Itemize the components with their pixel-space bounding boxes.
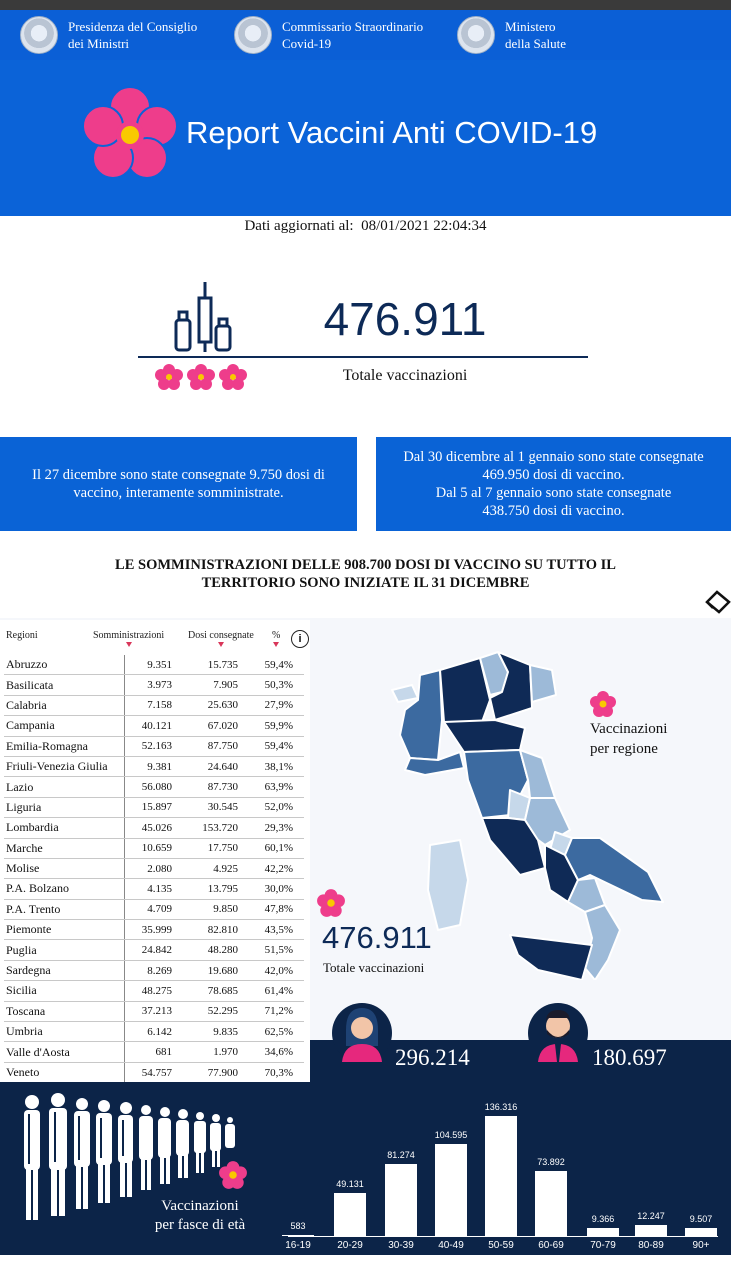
- cell-doses: 13.795: [207, 882, 238, 895]
- region-calabria: [585, 905, 620, 980]
- institution-commissario: [234, 10, 423, 60]
- cell-admin: 48.275: [141, 984, 172, 997]
- table-row[interactable]: [4, 798, 304, 818]
- age-flower-icon: [218, 1160, 248, 1190]
- cell-doses: 67.020: [207, 719, 238, 732]
- cell-doses: 48.280: [207, 944, 238, 957]
- age-bar[interactable]: [635, 1225, 667, 1236]
- col-header-doses[interactable]: [188, 630, 254, 647]
- cell-admin: 7.158: [147, 699, 172, 712]
- age-bar[interactable]: [587, 1228, 619, 1236]
- cell-admin: 2.080: [147, 862, 172, 875]
- info-icon[interactable]: i: [291, 630, 309, 648]
- col-header-admin-text: Somministrazioni: [93, 630, 165, 641]
- age-bar-value: 73.892: [537, 1156, 565, 1167]
- region-emilia: [444, 720, 525, 752]
- cell-doses: 30.545: [207, 801, 238, 814]
- table-row[interactable]: [4, 900, 304, 920]
- cell-pct: 63,9%: [264, 781, 293, 794]
- col-header-admin[interactable]: [93, 630, 164, 647]
- cell-region: Molise: [4, 859, 125, 878]
- table-row[interactable]: [4, 1022, 304, 1042]
- top-bar: [0, 0, 731, 10]
- cell-admin: 9.351: [147, 658, 172, 671]
- eraser-icon[interactable]: [703, 588, 731, 614]
- age-bar-label: 40-49: [438, 1240, 464, 1251]
- age-label: [150, 1197, 250, 1235]
- emblem-icon: [457, 16, 495, 54]
- age-label-line2: per fasce di età: [154, 1217, 246, 1233]
- cell-doses: 25.630: [207, 699, 238, 712]
- cell-region: Lazio: [4, 777, 125, 796]
- table-row[interactable]: [4, 655, 304, 675]
- age-bar-value: 12.247: [637, 1211, 665, 1222]
- map-label-line2: per regione: [590, 741, 658, 757]
- cell-doses: 15.735: [207, 658, 238, 671]
- headline-line1: LE SOMMINISTRAZIONI DELLE 908.700 DOSI DI VACCINO SU TUTTO IL: [115, 557, 616, 573]
- region-piemonte: [400, 670, 442, 760]
- age-bar-label: 30-39: [388, 1240, 414, 1251]
- cell-pct: 29,3%: [264, 821, 293, 834]
- inst3-line1: Ministero: [505, 19, 556, 34]
- table-row[interactable]: [4, 777, 304, 797]
- emblem-icon: [20, 16, 58, 54]
- cell-pct: 62,5%: [264, 1025, 293, 1038]
- table-row[interactable]: [4, 675, 304, 695]
- cell-pct: 27,9%: [264, 699, 293, 712]
- sort-icon[interactable]: [218, 642, 224, 647]
- cell-region: Campania: [4, 716, 125, 735]
- cell-region: Veneto: [4, 1063, 125, 1082]
- age-bar-value: 136.316: [484, 1102, 518, 1112]
- table-row[interactable]: [4, 716, 304, 736]
- cell-admin: 45.026: [141, 821, 172, 834]
- age-bar-label: 80-89: [638, 1240, 664, 1251]
- cell-admin: 40.121: [141, 719, 172, 732]
- cell-pct: 59,4%: [264, 658, 293, 671]
- table-row[interactable]: [4, 1042, 304, 1062]
- cell-doses: 24.640: [207, 760, 238, 773]
- cell-region: Piemonte: [4, 920, 125, 939]
- age-bar-value: 104.595: [434, 1129, 468, 1140]
- cell-doses: 17.750: [207, 842, 238, 855]
- delivery-right-line1: Dal 30 dicembre al 1 gennaio sono state consegnate: [403, 449, 704, 465]
- age-bar-label: 70-79: [590, 1240, 616, 1251]
- total-flower-icon: [316, 888, 346, 918]
- table-row[interactable]: [4, 818, 304, 838]
- region-friuli: [530, 665, 556, 702]
- cell-doses: 9.835: [213, 1025, 238, 1038]
- age-bar[interactable]: [334, 1193, 366, 1236]
- cell-admin: 10.659: [141, 842, 172, 855]
- inst2-line2: Covid-19: [282, 36, 332, 51]
- cell-region: Calabria: [4, 696, 125, 715]
- cell-doses: 52.295: [207, 1005, 238, 1018]
- age-axis: [288, 1236, 718, 1237]
- primula-flower-icon: [80, 85, 180, 185]
- map-flower-icon: [589, 690, 617, 718]
- table-row[interactable]: [4, 1002, 304, 1022]
- cell-doses: 82.810: [207, 923, 238, 936]
- cell-region: Lombardia: [4, 818, 125, 837]
- cell-doses: 4.925: [213, 862, 238, 875]
- divider: [138, 356, 588, 358]
- age-bar[interactable]: [435, 1144, 467, 1236]
- cell-pct: 51,5%: [264, 944, 293, 957]
- table-row[interactable]: [4, 940, 304, 960]
- cell-region: Marche: [4, 839, 125, 858]
- female-avatar-icon: [332, 1000, 392, 1066]
- region-sicilia: [510, 935, 592, 980]
- cell-doses: 9.850: [213, 903, 238, 916]
- headline-line2: TERRITORIO SONO INIZIATE IL 31 DICEMBRE: [201, 575, 530, 591]
- cell-pct: 61,4%: [264, 984, 293, 997]
- cell-region: P.A. Bolzano: [4, 879, 125, 898]
- cell-pct: 42,0%: [264, 964, 293, 977]
- cell-admin: 56.080: [141, 781, 172, 794]
- sort-icon[interactable]: [273, 642, 279, 647]
- region-sardegna: [428, 840, 468, 930]
- total-vaccinations-label: Totale vaccinazioni: [342, 367, 468, 384]
- table-row[interactable]: [4, 961, 304, 981]
- age-bar-label: 60-69: [538, 1240, 564, 1251]
- cell-pct: 52,0%: [264, 801, 293, 814]
- table-row[interactable]: [4, 696, 304, 716]
- inst1-line2: dei Ministri: [68, 36, 130, 51]
- table-row[interactable]: [4, 981, 304, 1001]
- vaccine-vials-icon: [170, 280, 240, 355]
- male-avatar-icon: [528, 1000, 588, 1066]
- inst1-line1: Presidenza del Consiglio: [68, 19, 198, 34]
- table-row[interactable]: [4, 859, 304, 879]
- cell-region: Toscana: [4, 1002, 125, 1021]
- map-total-label: Totale vaccinazioni: [323, 960, 425, 975]
- cell-pct: 30,0%: [264, 882, 293, 895]
- cell-doses: 153.720: [202, 821, 238, 834]
- age-bar-label: 16-19: [285, 1240, 311, 1251]
- cell-region: Sardegna: [4, 961, 125, 980]
- cell-region: Basilicata: [4, 675, 125, 694]
- cell-doses: 78.685: [207, 984, 238, 997]
- table-row[interactable]: [4, 920, 304, 940]
- section-headline: [60, 556, 671, 592]
- cell-admin: 6.142: [147, 1025, 172, 1038]
- cell-region: Umbria: [4, 1022, 125, 1041]
- age-bar-value: 583: [290, 1221, 306, 1231]
- cell-admin: 4.135: [147, 882, 172, 895]
- age-bar-label: 50-59: [488, 1240, 514, 1251]
- cell-region: Emilia-Romagna: [4, 737, 125, 756]
- delivery-info-left: [0, 437, 357, 531]
- emblem-icon: [234, 16, 272, 54]
- cell-admin: 35.999: [141, 923, 172, 936]
- age-bar[interactable]: [535, 1171, 567, 1236]
- region-rows: [4, 655, 304, 1106]
- cell-doses: 87.730: [207, 781, 238, 794]
- cell-admin: 24.842: [141, 944, 172, 957]
- title-banner: [0, 60, 731, 216]
- institution-header: [0, 10, 731, 60]
- institution-presidenza: [20, 10, 197, 60]
- col-header-pct-text: %: [272, 630, 281, 641]
- table-row[interactable]: [4, 757, 304, 777]
- cell-admin: 37.213: [141, 1005, 172, 1018]
- table-row[interactable]: [4, 839, 304, 859]
- age-bar[interactable]: [685, 1228, 717, 1236]
- delivery-info-left-text: Il 27 dicembre sono state consegnate 9.750 dosi di vaccino, interamente somministrate.: [32, 467, 325, 501]
- cell-pct: 70,3%: [264, 1066, 293, 1079]
- age-bar-label: 90+: [692, 1240, 710, 1251]
- cell-region: Liguria: [4, 798, 125, 817]
- cell-admin: 681: [155, 1046, 172, 1059]
- table-row[interactable]: [4, 737, 304, 757]
- age-bar[interactable]: [485, 1116, 517, 1236]
- inst2-line1: Commissario Straordinario: [282, 19, 424, 34]
- cell-region: Puglia: [4, 940, 125, 959]
- age-bar-value: 9.507: [689, 1213, 713, 1224]
- cell-admin: 4.709: [147, 903, 172, 916]
- cell-admin: 54.757: [141, 1066, 172, 1079]
- page-title: Report Vaccini Anti COVID-19: [186, 115, 598, 150]
- cell-doses: 87.750: [207, 740, 238, 753]
- age-bar-label: 20-29: [337, 1240, 363, 1251]
- age-bar[interactable]: [385, 1164, 417, 1236]
- region-valle-aosta: [392, 685, 418, 702]
- inst3-line2: della Salute: [505, 36, 567, 51]
- table-row[interactable]: [4, 879, 304, 899]
- cell-admin: 8.269: [147, 964, 172, 977]
- cell-region: Sicilia: [4, 981, 125, 1000]
- cell-admin: 3.973: [147, 679, 172, 692]
- cell-region: P.A. Trento: [4, 900, 125, 919]
- cell-doses: 77.900: [207, 1066, 238, 1079]
- sort-icon[interactable]: [126, 642, 132, 647]
- total-vaccinations-value: 476.911: [323, 293, 487, 345]
- female-count: 296.214: [395, 1045, 470, 1070]
- cell-region: Valle d'Aosta: [4, 1042, 125, 1061]
- map-label-line1: Vaccinazioni: [590, 721, 668, 737]
- cell-region: Abruzzo: [4, 655, 125, 674]
- map-label: [590, 719, 667, 759]
- cell-pct: 59,9%: [264, 719, 293, 732]
- cell-pct: 47,8%: [264, 903, 293, 916]
- update-timestamp: 08/01/2021 22:04:34: [361, 218, 487, 234]
- cell-admin: 15.897: [141, 801, 172, 814]
- age-bar-value: 49.131: [336, 1178, 364, 1189]
- cell-doses: 1.970: [213, 1046, 238, 1059]
- cell-doses: 7.905: [213, 679, 238, 692]
- institution-ministero: [457, 10, 566, 60]
- delivery-right-line4: 438.750 dosi di vaccino.: [482, 503, 625, 519]
- age-bar-value: 9.366: [591, 1213, 615, 1224]
- cell-pct: 59,4%: [264, 740, 293, 753]
- cell-region: Friuli-Venezia Giulia: [4, 757, 125, 776]
- delivery-right-line3: Dal 5 al 7 gennaio sono state consegnate: [435, 485, 672, 501]
- cell-pct: 42,2%: [264, 862, 293, 875]
- col-header-doses-text: Dosi consegnate: [188, 630, 254, 641]
- cell-pct: 50,3%: [264, 679, 293, 692]
- male-count: 180.697: [592, 1045, 667, 1070]
- cell-pct: 38,1%: [264, 760, 293, 773]
- cell-pct: 60,1%: [264, 842, 293, 855]
- cell-admin: 52.163: [141, 740, 172, 753]
- update-info: [0, 218, 731, 235]
- age-bar[interactable]: [282, 1235, 314, 1236]
- table-row[interactable]: [4, 1063, 304, 1083]
- delivery-info-right: [376, 437, 731, 531]
- cell-admin: 9.381: [147, 760, 172, 773]
- delivery-right-line2: 469.950 dosi di vaccino.: [482, 467, 625, 483]
- cell-pct: 34,6%: [264, 1046, 293, 1059]
- three-flowers-icon: [155, 362, 250, 390]
- age-bar-value: 81.274: [387, 1150, 415, 1161]
- update-label: Dati aggiornati al:: [244, 218, 354, 234]
- col-header-pct[interactable]: [272, 630, 280, 647]
- cell-pct: 71,2%: [264, 1005, 293, 1018]
- cell-doses: 19.680: [207, 964, 238, 977]
- cell-pct: 43,5%: [264, 923, 293, 936]
- age-label-line1: Vaccinazioni: [161, 1198, 239, 1214]
- map-total-value: 476.911: [322, 920, 432, 955]
- col-header-region[interactable]: Regioni: [6, 630, 38, 641]
